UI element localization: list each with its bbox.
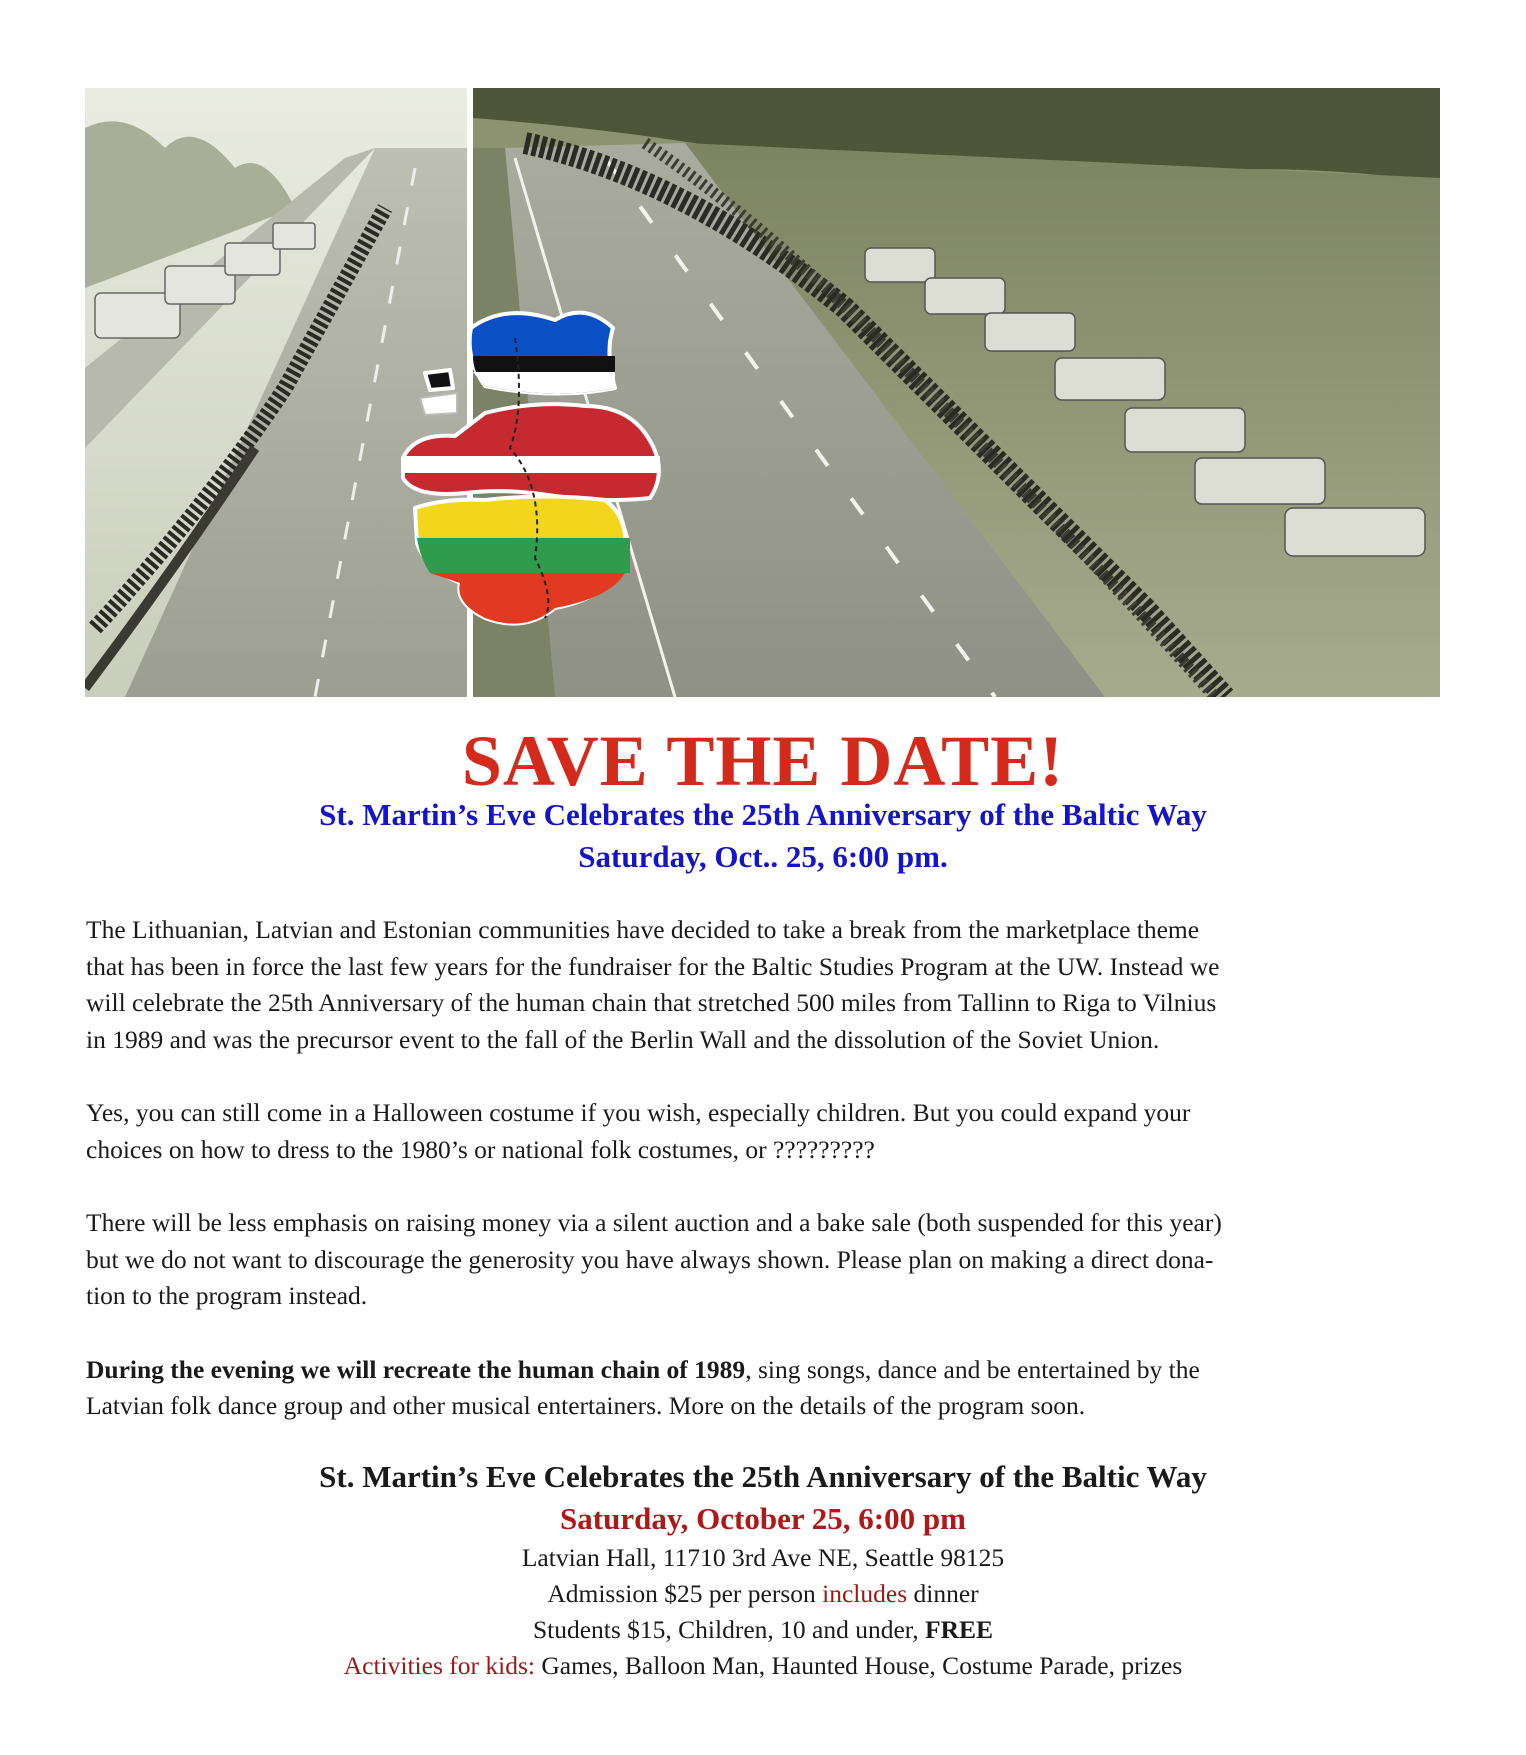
paragraph-program <box>86 1352 1441 1425</box>
paragraph-line: in 1989 and was the precursor event to the fall of the Berlin Wall and the dissolution of the Soviet Union. <box>86 1024 1160 1054</box>
event-subtitle: St. Martin’s Eve Celebrates the 25th Anniversary of the Baltic Way <box>319 797 1207 832</box>
admission-line <box>0 1576 1526 1612</box>
footer-date: Saturday, October 25, 6:00 pm <box>560 1501 966 1536</box>
venue-address: Latvian Hall, 11710 3rd Ave NE, Seattle 98125 <box>521 1543 1005 1572</box>
paragraph-line: Latvian folk dance group and other musical entertainers. More on the details of the program soon. <box>86 1391 1086 1420</box>
event-date-line: Saturday, Oct.. 25, 6:00 pm. <box>578 839 948 874</box>
includes-text: includes <box>822 1579 908 1608</box>
free-label: FREE <box>925 1615 994 1644</box>
student-pricing-text: Students $15, Children, 10 and under, <box>532 1615 926 1644</box>
paragraph-line: tion to the program instead. <box>86 1281 368 1310</box>
human-chain-highlight: During the evening we will recreate the human chain of 1989 <box>86 1354 746 1384</box>
baltic-way-photo-illustration <box>85 88 1440 697</box>
paragraph-line: will celebrate the 25th Anniversary of the human chain that stretched 500 miles from Tallinn to Riga to Vilnius <box>86 988 1217 1017</box>
student-pricing-line <box>0 1612 1526 1648</box>
paragraph-line <box>86 1352 1441 1389</box>
paragraph-line: that has been in force the last few years for the fundraiser for the Baltic Studies Program at the UW. Instead we <box>86 951 1220 981</box>
kids-activities-line <box>0 1648 1526 1684</box>
paragraph-line: Yes, you can still come in a Halloween costume if you wish, especially children. But you could expand your <box>86 1098 1191 1127</box>
kids-activities-list: Games, Balloon Man, Haunted House, Costume Parade, prizes <box>534 1651 1183 1680</box>
baltic-way-photo <box>85 88 1440 697</box>
footer-title: St. Martin’s Eve Celebrates the 25th Anniversary of the Baltic Way <box>319 1459 1207 1494</box>
paragraph-text: , sing songs, dance and be entertained by the <box>745 1354 1200 1384</box>
admission-text: dinner <box>907 1579 979 1608</box>
save-the-date-heading: SAVE THE DATE! <box>461 721 1065 801</box>
paragraph-line: The Lithuanian, Latvian and Estonian communities have decided to take a break from the marketplace theme <box>86 915 1200 944</box>
paragraph-line: but we do not want to discourage the generosity you have always shown. Please plan on making a direct dona- <box>86 1244 1214 1274</box>
paragraph-costumes <box>86 1095 1441 1168</box>
admission-text: Admission $25 per person <box>547 1579 823 1608</box>
kids-activities-label: Activities for kids: <box>343 1651 535 1680</box>
paragraph-communities <box>86 912 1441 1058</box>
paragraph-line: choices on how to dress to the 1980’s or national folk costumes, or ????????? <box>86 1134 875 1164</box>
announcement-body <box>86 912 1441 1462</box>
paragraph-donation <box>86 1205 1441 1315</box>
event-details <box>0 1456 1526 1684</box>
paragraph-line: There will be less emphasis on raising money via a silent auction and a bake sale (both suspended for this year) <box>86 1208 1222 1237</box>
